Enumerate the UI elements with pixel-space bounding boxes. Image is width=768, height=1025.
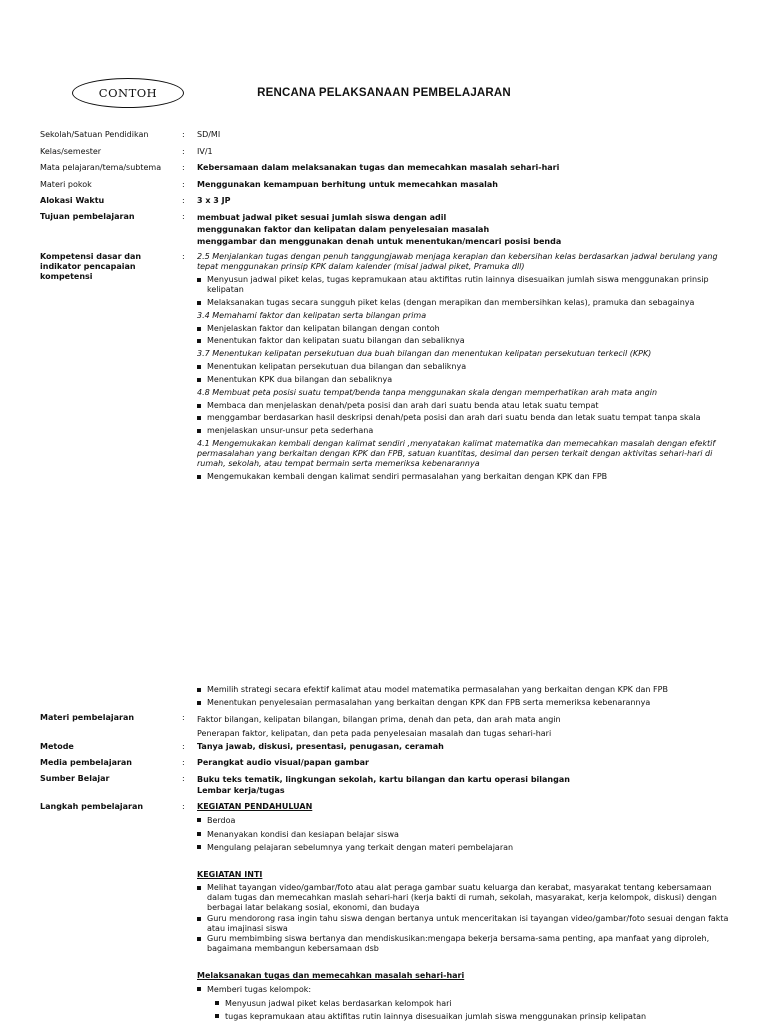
value-alokasi-waktu: 3 x 3 JP: [197, 196, 231, 205]
sumber-line: Lembar kerja/tugas: [197, 786, 285, 795]
label-sekolah: Sekolah/Satuan Pendidikan: [40, 130, 149, 139]
indicator-list: [197, 401, 737, 436]
sub-step-item: Menyusun jadwal piket kelas berdasarkan kelompok hari: [215, 998, 737, 1009]
melaksanakan-sub-list: [197, 998, 737, 1023]
colon: :: [182, 252, 185, 261]
step-item: Melihat tayangan video/gambar/foto atau alat peraga gambar suatu keluarga dan kerabat, masyarakat tentang kebersamaan dalam tugas dan memecahkan maslah sehari-hari (kerja bakti di rumah, sekolah, masyarakat, kerja kelompok, diskusi) dengan berbagai latar belakang sosial, ekonomi, dan budaya: [197, 883, 737, 913]
value-media: Perangkat audio visual/papan gambar: [197, 758, 369, 767]
kd-group: [197, 311, 737, 347]
materi-lines: [197, 713, 737, 741]
sumber-line: Buku teks tematik, lingkungan sekolah, kartu bilangan dan kartu operasi bilangan: [197, 775, 570, 784]
step-item: Guru mendorong rasa ingin tahu siswa dengan bertanya untuk menceritakan isi tayangan video/gambar/foto sesuai dengan fakta atau imajinasi siswa: [197, 914, 737, 934]
kd-heading: 3.7 Menentukan kelipatan persekutuan dua buah bilangan dan menentukan kelipatan persekutuan terkecil (KPK): [197, 349, 652, 358]
indicator-list: [197, 472, 737, 482]
colon: :: [182, 180, 185, 189]
label-tujuan: Tujuan pembelajaran: [40, 212, 135, 221]
label-materi-pokok: Materi pokok: [40, 180, 92, 189]
colon: :: [182, 774, 185, 783]
indicator-item: Menyusun jadwal piket kelas, tugas kepramukaan atau aktifitas rutin lainnya disesuaikan jumlah siswa menggunakan prinsip kelipatan: [197, 275, 737, 295]
kd-group: [197, 252, 737, 308]
kd-group: [197, 388, 737, 436]
step-item: Memberi tugas kelompok:: [197, 984, 737, 995]
kd-heading: 4.1 Mengemukakan kembali dengan kalimat sendiri ,menyatakan kalimat matematika dan memecahkan masalah dengan efektif permasalahan yang berkaitan dengan KPK dan FPB, satuan kuantitas, desimal dan persen terkait dengan aktivitas sehari-hari di rumah, sekolah, atau tempat bermain serta memeriksa kebenarannya: [197, 438, 716, 468]
colon: :: [182, 802, 185, 811]
value-metode: Tanya jawab, diskusi, presentasi, penugasan, ceramah: [197, 742, 444, 751]
step-item: Berdoa: [197, 815, 737, 826]
kd-heading: 2.5 Menjalankan tugas dengan penuh tanggungjawab menjaga kerapian dan kebersihan kelas berdasarkan jadwal berulang yang tepat menggunakan prinsip KPK dalam kalender (misal jadwal piket, Pramuka dll): [197, 252, 718, 271]
tujuan-line: menggambar dan menggunakan denah untuk menentukan/mencari posisi benda: [197, 237, 562, 246]
indicator-item: Memilih strategi secara efektif kalimat atau model matematika permasalahan yang berkaitan dengan KPK dan FPB: [197, 685, 737, 695]
indicator-item: Menjelaskan faktor dan kelipatan bilangan dengan contoh: [197, 324, 737, 334]
kd-heading: 4.8 Membuat peta posisi suatu tempat/benda tanpa menggunakan skala dengan memperhatikan arah mata angin: [197, 387, 658, 397]
sumber-lines: [197, 774, 737, 796]
indicator-list: [197, 324, 737, 347]
tujuan-line: menggunakan faktor dan kelipatan dalam penyelesaian masalah: [197, 225, 490, 234]
label-metode: Metode: [40, 742, 74, 751]
colon: :: [182, 212, 185, 221]
kompetensi-block: [197, 252, 737, 484]
inti-list: [197, 883, 737, 954]
value-kelas: IV/1: [197, 147, 213, 156]
indicator-item: Membaca dan menjelaskan denah/peta posisi dan arah dari suatu benda atau letak suatu tempat: [197, 401, 737, 411]
sub-step-item: tugas kepramukaan atau aktifitas rutin lainnya disesuaikan jumlah siswa menggunakan prinsip kelipatan: [215, 1011, 737, 1022]
kd-group: [197, 439, 737, 482]
colon: :: [182, 713, 185, 722]
indicator-list: [197, 362, 737, 385]
indicator-item: Menentukan faktor dan kelipatan suatu bilangan dan sebaliknya: [197, 336, 737, 346]
step-item: Guru membimbing siswa bertanya dan mendiskusikan:mengapa bekerja bersama-sama penting, apa manfaat yang diproleh, bagaimana membangun kebersamaan dsb: [197, 934, 737, 954]
kd-group: [197, 349, 737, 385]
melaksanakan-heading: Melaksanakan tugas dan memecahkan masalah sehari-hari: [197, 971, 465, 980]
langkah-block: [197, 802, 737, 1025]
materi-line: Faktor bilangan, kelipatan bilangan, bilangan prima, denah dan peta, dan arah mata angin: [197, 715, 561, 724]
colon: :: [182, 742, 185, 751]
melaksanakan-list: [197, 984, 737, 995]
label-mata-pelajaran: Mata pelajaran/tema/subtema: [40, 163, 162, 172]
kompetensi-continued: [197, 685, 737, 710]
label-alokasi-waktu: Alokasi Waktu: [40, 196, 105, 205]
kd-heading: 3.4 Memahami faktor dan kelipatan serta bilangan prima: [197, 310, 427, 320]
indicator-item: menjelaskan unsur-unsur peta sederhana: [197, 426, 737, 436]
label-media: Media pembelajaran: [40, 758, 132, 767]
tujuan-lines: [197, 212, 737, 248]
label-langkah: Langkah pembelajaran: [40, 802, 144, 811]
colon: :: [182, 163, 185, 172]
label-kompetensi: Kompetensi dasar dan indikator pencapaian kompetensi: [40, 252, 142, 281]
value-mata-pelajaran: Kebersamaan dalam melaksanakan tugas dan memecahkan masalah sehari-hari: [197, 163, 560, 172]
label-sumber: Sumber Belajar: [40, 774, 110, 783]
indicator-item: Menentukan KPK dua bilangan dan sebaliknya: [197, 375, 737, 385]
pendahuluan-heading: KEGIATAN PENDAHULUAN: [197, 802, 313, 811]
indicator-list: [197, 275, 737, 308]
inti-heading: KEGIATAN INTI: [197, 870, 263, 879]
indicator-item: Menentukan kelipatan persekutuan dua bilangan dan sebaliknya: [197, 362, 737, 372]
label-kelas: Kelas/semester: [40, 147, 102, 156]
step-item: Menanyakan kondisi dan kesiapan belajar siswa: [197, 829, 737, 840]
indicator-list: [197, 685, 737, 708]
colon: :: [182, 758, 185, 767]
value-sekolah: SD/MI: [197, 130, 221, 139]
document-title: RENCANA PELAKSANAAN PEMBELAJARAN: [257, 87, 511, 99]
indicator-item: Menentukan penyelesaian permasalahan yang berkaitan dengan KPK dan FPB serta memeriksa kebenarannya: [197, 698, 737, 708]
stamp-text: CONTOH: [98, 86, 158, 100]
indicator-item: Melaksanakan tugas secara sungguh piket kelas (dengan merapikan dan membersihkan kelas), pramuka dan sebagainya: [197, 298, 737, 308]
colon: :: [182, 130, 185, 139]
tujuan-line: membuat jadwal piket sesuai jumlah siswa dengan adil: [197, 213, 447, 222]
colon: :: [182, 147, 185, 156]
materi-line: Penerapan faktor, kelipatan, dan peta pada penyelesaian masalah dan tugas sehari-hari: [197, 729, 552, 738]
indicator-item: Mengemukakan kembali dengan kalimat sendiri permasalahan yang berkaitan dengan KPK dan FPB: [197, 472, 737, 482]
pendahuluan-list: [197, 815, 737, 853]
value-materi-pokok: Menggunakan kemampuan berhitung untuk memecahkan masalah: [197, 180, 498, 189]
colon: :: [182, 196, 185, 205]
indicator-item: menggambar berdasarkan hasil deskripsi denah/peta posisi dan arah dari suatu benda dan letak suatu tempat tanpa skala: [197, 413, 737, 423]
label-materi: Materi pembelajaran: [40, 713, 135, 722]
step-item: Mengulang pelajaran sebelumnya yang terkait dengan materi pembelajaran: [197, 842, 737, 853]
